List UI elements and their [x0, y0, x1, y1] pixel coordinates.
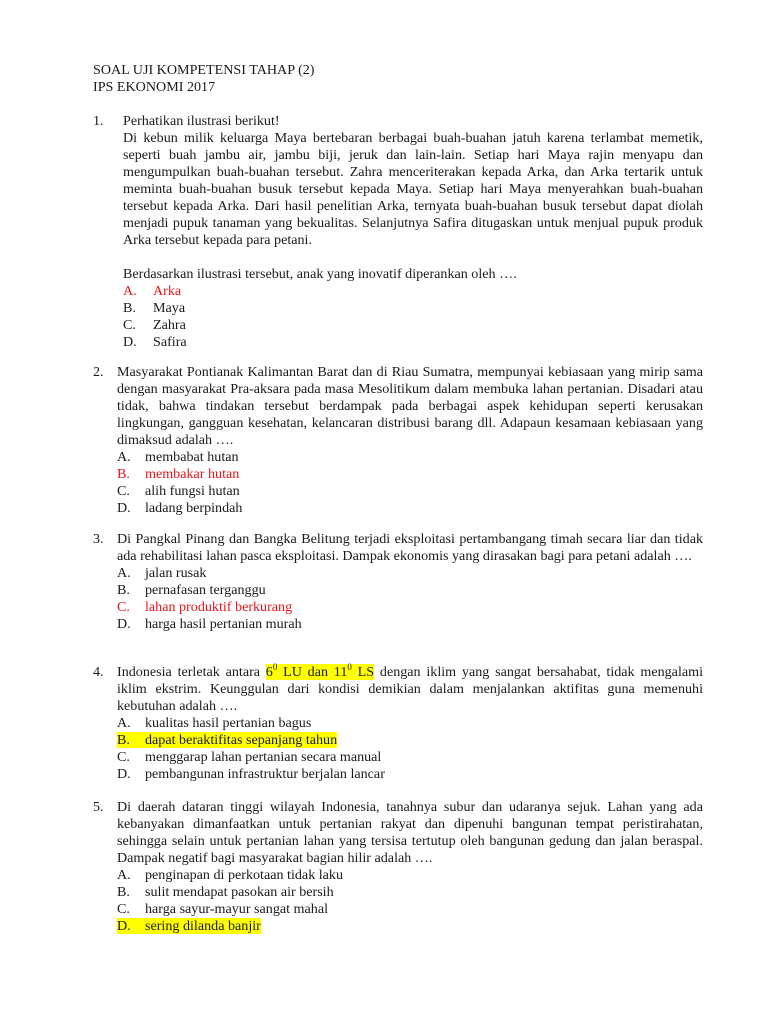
option-a: A. kualitas hasil pertanian bagus [117, 715, 312, 731]
option-a: A. penginapan di perkotaan tidak laku [117, 867, 344, 883]
question-1 [93, 113, 703, 351]
question-stem: Masyarakat Pontianak Kalimantan Barat dan di Riau Sumatra, mempunyai kebiasaan yang mirip sama dengan masyarakat Pra-aksara pada masa Mesolitikum dalam membuka lahan pertanian. Disadari atau tidak, bahwa tindakan tersebut berdampak pada berbagai aspek kehidupan seperti kerusakan lingkungan, gangguan kesehatan, kelancaran distribusi barang dll. Adapaun kesamaan kebiasaan yang dimaksud adalah …. [117, 364, 703, 448]
option-c: C. alih fungsi hutan [117, 483, 240, 499]
document-header [93, 62, 315, 96]
question-number: 2. [93, 364, 104, 380]
question-number: 4. [93, 664, 104, 680]
question-intro: Perhatikan ilustrasi berikut! [123, 113, 280, 129]
option-d: D. ladang berpindah [117, 500, 243, 516]
question-passage: Di kebun milik keluarga Maya bertebaran berbagai buah-buahan jatuh karena terlambat memetik, seperti buah jambu air, jambu biji, jeruk dan lain-lain. Setiap hari Maya rajin menyapu dan mengumpulkan buah-buahan tersebut. Zahra menceriterakan kepada Arka, dan Arka tertarik untuk meminta buah-buahan busuk tersebut kepada Maya. Setiap hari Maya menyerahkan buah-buahan tersebut kepada Arka. Dari hasil penelitian Arka, ternyata buah-buahan busuk tersebut dapat diolah menjadi pupuk tanaman yang bekualitas. Selanjutnya Safira ditugaskan untuk menjual pupuk produk Arka tersebut kepada para petani. [123, 130, 703, 248]
option-a-correct: A. Arka [123, 283, 182, 299]
question-4 [93, 664, 703, 783]
question-number: 5. [93, 799, 104, 815]
option-d: D. harga hasil pertanian murah [117, 616, 302, 632]
question-stem: Di Pangkal Pinang dan Bangka Belitung terjadi eksploitasi pertambangang timah secara liar dan tidak ada rehabilitasi lahan pasca eksploitasi. Dampak ekonomis yang dirasakan bagi para petani adalah …. [117, 531, 703, 564]
option-c: C. Zahra [123, 317, 186, 333]
degree-sup: 0 [272, 662, 278, 672]
question-prompt: Berdasarkan ilustrasi tersebut, anak yang inovatif diperankan oleh …. [123, 266, 517, 282]
option-a: A. membabat hutan [117, 449, 239, 465]
option-c: C. menggarap lahan pertanian secara manual [117, 749, 382, 765]
question-3 [93, 531, 703, 633]
option-b: B. sulit mendapat pasokan air bersih [117, 884, 334, 900]
question-number: 3. [93, 531, 104, 547]
question-5 [93, 799, 703, 935]
option-c: C. harga sayur-mayur sangat mahal [117, 901, 328, 917]
degree-sup: 0 [347, 662, 352, 672]
option-b-correct: B. membakar hutan [117, 466, 240, 482]
option-d: D. pembangunan infrastruktur berjalan lancar [117, 766, 385, 782]
option-b: B. pernafasan terganggu [117, 582, 266, 598]
option-d: D. Safira [123, 334, 187, 350]
option-a: A. jalan rusak [117, 565, 207, 581]
option-b-correct: B. dapat beraktifitas sepanjang tahun [117, 732, 338, 748]
document-title: SOAL UJI KOMPETENSI TAHAP (2) [93, 62, 315, 78]
option-b: B. Maya [123, 300, 186, 316]
latitude-range-highlight: $6^0$ LU dan $11^0$ LS [265, 662, 375, 680]
document-subtitle: IPS EKONOMI 2017 [93, 79, 216, 95]
option-c-correct: C. lahan produktif berkurang [117, 599, 293, 615]
question-number: 1. [93, 113, 104, 129]
question-2 [93, 364, 703, 517]
question-stem: Di daerah dataran tinggi wilayah Indonesia, tanahnya subur dan udaranya sejuk. Lahan yang ada kebanyakan dimanfaatkan untuk pertanian rakyat dan dipenuhi bangunan tempat peristirahatan, sehingga selain untuk pertanian lahan yang tersisa tertutup oleh bangunan gedung dan jalan beraspal. Dampak negatif bagi masyarakat bagian hilir adalah …. [117, 799, 703, 866]
question-stem: Indonesia terletak antara $6^0$ LU dan $11^0$ LS dengan iklim yang sangat bersahabat, tidak mengalami iklim ekstrim. Keunggulan dari kondisi demikian dalam menjalankan aktifitas guna memenuhi kebutuhan adalah …. [117, 662, 703, 714]
option-d-correct: D. sering dilanda banjir [117, 918, 261, 934]
